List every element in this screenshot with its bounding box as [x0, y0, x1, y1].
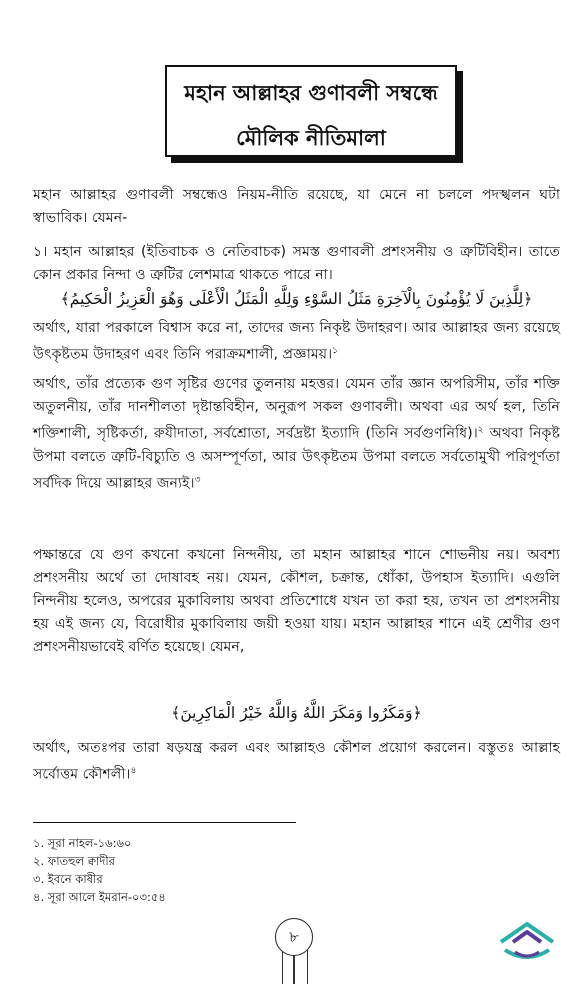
verse-1-meaning-text: অর্থাৎ, যারা পরকালে বিশ্বাস করে না, তাদের জন্য নিকৃষ্ট উদাহরণ। আর আল্লাহর জন্য রয়েছে উৎকৃষ্টতম উদাহরণ এবং তিনি পরাক্রমশালী, প্রজ্ঞাময়। [33, 320, 560, 363]
footnote-ref-4: ৪ [130, 766, 137, 776]
page-number: ৮ [275, 918, 313, 956]
point-1-paragraph: ১। মহান আল্লাহর (ইতিবাচক ও নেতিবাচক) সমস্ত গুণাবলী প্রশংসনীয় ও ত্রুটিবিহীন। তাতে কোন প্রকার নিন্দা ও ত্রুটির লেশমাত্র থাকতে পারে না। [33, 244, 560, 283]
footnote-2: ২. ফাতহুল ক্বাদীর [33, 854, 115, 868]
chapter-title-line1: মহান আল্লাহর গুণাবলী সম্বন্ধে [184, 81, 438, 105]
publisher-logo-icon [497, 920, 557, 964]
verse-2-meaning-text: অর্থাৎ, অতঃপর তারা ষড়যন্ত্র করল এবং আল্লাহও কৌশল প্রয়োগ করলেন। বস্তুতঃ আল্লাহ সর্বোত্তম কৌশলী। [33, 740, 560, 783]
footnote-3: ৩. ইবনে কাষীর [33, 872, 103, 886]
footnote-1: ১. সূরা নাহল-১৬:৬০ [33, 836, 132, 850]
footnote-ref-1: ১ [332, 346, 338, 356]
chapter-title-box [165, 65, 457, 157]
footnote-ref-2: ২ [477, 425, 484, 435]
verse-2-meaning [33, 737, 560, 787]
explanation-text-1: অর্থাৎ, তাঁর প্রত্যেক গুণ সৃষ্টির গুণের তুলনায় মহত্তর। যেমন তাঁর জ্ঞান অপরিসীম, তাঁর শক্তি অতুলনীয়, তাঁর দানশীলতা দৃষ্টান্তবিহীন, অনুরূপ সকল গুণাবলী। অথবা এর অর্থ হল, তিনি শক্তিশালী, সৃষ্টিকর্তা, রুযীদাতা, সর্বশ্রোতা, সর্বদ্রষ্টা ইত্যাদি (তিনি সর্বগুণনিধি)। [33, 376, 560, 442]
footnote-4: ৪. সূরা আলে ইমরান-০৩:৫৪ [33, 890, 166, 904]
footnote-ref-3: ৩ [194, 474, 201, 485]
explanation-text-2: অথবা নিকৃষ্ট উপমা বলতে ত্রুটি-বিচ্যুতি ও অসম্পূর্ণতা, আর উৎকৃষ্টতম উপমা বলতে সর্বতোমুখী পরিপূর্ণতা সর্বদিক দিয়ে আল্লাহর জন্যই। [33, 425, 560, 492]
footnote-divider [33, 822, 296, 823]
chapter-title-line2: মৌলিক নীতিমালা [236, 126, 386, 150]
verse-1-meaning [33, 317, 560, 367]
explanation-paragraph [33, 373, 560, 495]
arabic-verse-2: ﴿وَمَكَرُوا وَمَكَرَ اللَّهُ وَاللَّهُ خَيْرُ الْمَاكِرِينَ﴾ [171, 704, 422, 722]
intro-paragraph: মহান আল্লাহর গুণাবলী সম্বন্ধেও নিয়ম-নীতি রয়েছে, যা মেনে না চললে পদস্খলন ঘটা স্বাভাবিক। যেমন- [33, 187, 560, 226]
paragraph-3: পক্ষান্তরে যে গুণ কখনো কখনো নিন্দনীয়, তা মহান আল্লাহর শানে শোভনীয় নয়। অবশ্য প্রশংসনীয় অর্থে তা দোষাবহ নয়। যেমন, কৌশল, চক্রান্ত, ধোঁকা, উপহাস ইত্যাদি। এগুলি নিন্দনীয় হলেও, অপরের মুকাবিলায় অথবা প্রতিশোধে যখন তা করা হয়, তখন তা প্রশংসনীয় হয় এই জন্য যে, বিরোধীর মুকাবিলায় জয়ী হওয়া যায়। মহান আল্লাহর শানে এই শ্রেণীর গুণ প্রশংসনীয়ভাবেই বর্ণিত হয়েছে। যেমন, [33, 547, 560, 655]
arabic-verse-1: ﴿لِلَّذِينَ لَا يُؤْمِنُونَ بِالْآخِرَةِ مَثَلُ السَّوْءِ وَلِلَّهِ الْمَثَلُ الْأَعْلَى وَهُوَ الْعَزِيزُ الْحَكِيمُ﴾ [60, 290, 533, 308]
